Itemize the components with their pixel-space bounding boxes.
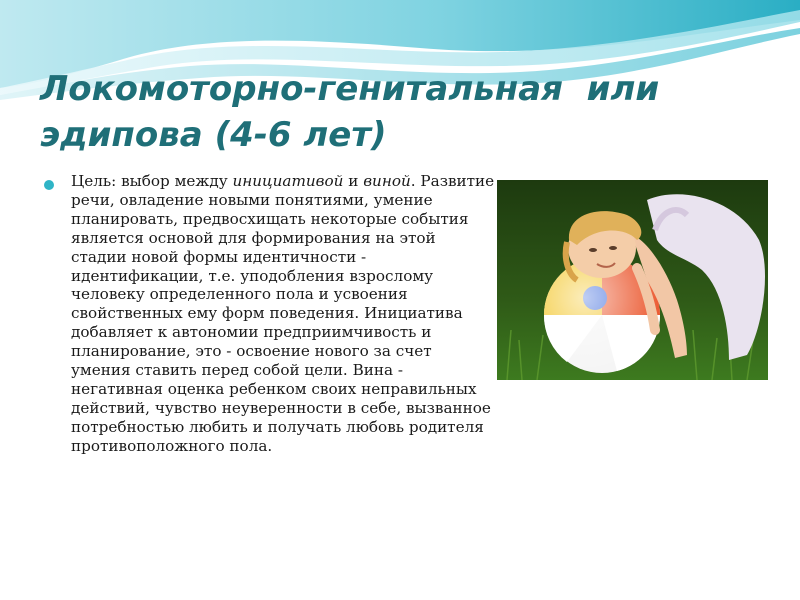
body-text-part-2: и	[343, 172, 364, 190]
page-title	[40, 66, 760, 158]
child-with-ball-photo	[497, 180, 768, 380]
title-line-2: эдипова (4-6 лет)	[40, 115, 387, 155]
photo-illustration	[497, 180, 768, 380]
emphasis-initiative: инициативой	[232, 172, 344, 190]
title-line-1: Локомоторно-генитальная или	[40, 69, 660, 109]
body-text-part-1: Цель: выбор между	[71, 172, 233, 190]
body-paragraph	[71, 172, 495, 456]
body-text-part-3: . Развитие речи, овладение новыми понятиями, умение планировать, предвосхищать некоторые события является основой для формирования на этой стадии новой формы идентичности - идентификации, т.е. уподобления взрослому человеку определенного пола и усвоения свойственных ему форм поведения. Инициатива добавляет к автономии предприимчивость и планирование, это - освоение нового за счет умения ставить перед собой цели. Вина - негативная оценка ребенком своих неправильных действий, чувство неуверенности в себе, вызванное потребностью любить и получать любовь родителя противоположного пола.	[71, 172, 495, 455]
bullet-dot-icon	[44, 180, 54, 190]
emphasis-guilt: виной	[363, 172, 411, 190]
